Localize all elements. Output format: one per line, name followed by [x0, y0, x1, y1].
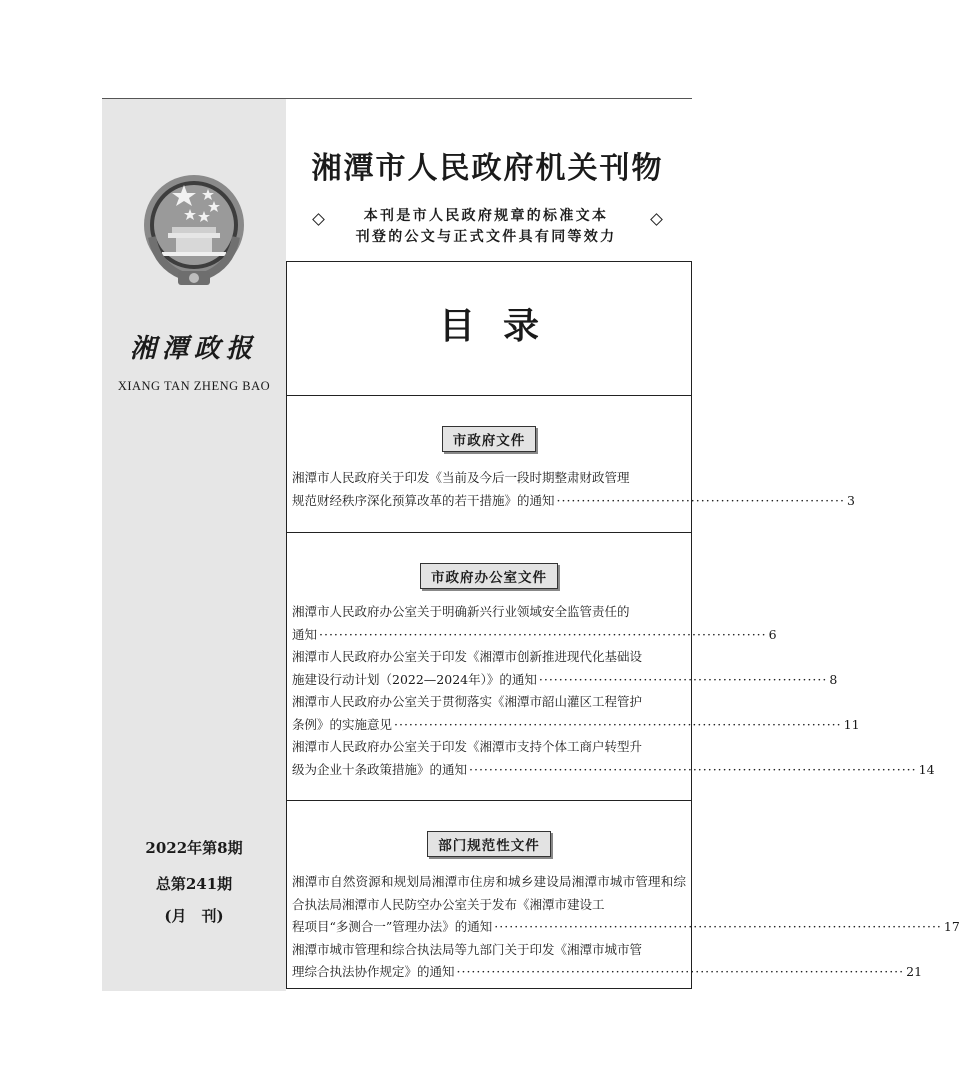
- section-entries: [292, 467, 855, 512]
- toc-entry[interactable]: 湘潭市人民政府办公室关于印发《湘潭市创新推进现代化基础设 施建设行动计划（2022—2024年）》的通知 ·························································· 8: [292, 646, 686, 691]
- national-emblem-icon: [138, 167, 250, 295]
- motto-line-2: 刊登的公文与正式文件具有同等效力: [355, 229, 617, 245]
- page-number: 17: [943, 919, 960, 934]
- page-number: 21: [906, 964, 923, 979]
- page-number: 3: [846, 492, 855, 508]
- section-department-normative-documents: [287, 801, 960, 990]
- table-of-contents: [286, 261, 960, 989]
- publication-frequency: (月 刊): [164, 907, 224, 925]
- section-label: 市政府文件: [287, 426, 691, 452]
- toc-entry[interactable]: 湘潭市人民政府关于印发《当前及今后一段时期整肃财政管理 规范财经秩序深化预算改革的若干措施》的通知 ·························································· 3: [292, 467, 686, 512]
- section-municipal-government-documents: [287, 396, 855, 533]
- page-number: 8: [829, 671, 838, 687]
- toc-title: 目录: [287, 262, 691, 396]
- toc-entry[interactable]: 湘潭市人民政府办公室关于印发《湘潭市支持个体工商户转型升 级为企业十条政策措施》的通知 ·························································································· 14: [292, 736, 686, 781]
- toc-entry[interactable]: 湘潭市人民政府办公室关于贯彻落实《湘潭市韶山灌区工程管护 条例》的实施意见 ·························································································· 11: [292, 691, 686, 736]
- masthead-title: 湘潭市人民政府机关刊物: [311, 151, 664, 186]
- motto: [306, 206, 666, 248]
- total-issue-number: 总第241期: [155, 875, 233, 893]
- section-entries: [292, 871, 960, 984]
- toc-entry[interactable]: 湘潭市人民政府办公室关于明确新兴行业领域安全监管责任的 通知 ·························································································· 6: [292, 601, 686, 646]
- page-number: 11: [843, 716, 860, 732]
- toc-entry[interactable]: 湘潭市城市管理和综合执法局等九部门关于印发《湘潭市城市管 理综合执法协作规定》的通知 ·························································································· 21: [292, 939, 686, 984]
- motto-line-1: 本刊是市人民政府规章的标准文本: [363, 208, 609, 224]
- page-number: 14: [918, 761, 935, 777]
- section-entries: [292, 601, 935, 781]
- section-municipal-office-documents: [287, 533, 935, 801]
- paper-pinyin: XIANG TAN ZHENG BAO: [117, 379, 271, 393]
- toc-entry[interactable]: 湘潭市自然资源和规划局湘潭市住房和城乡建设局湘潭市城市管理和综合执法局湘潭市人民防空办公室关于发布《湘潭市建设工 程项目“多测合一”管理办法》的通知 ·························································································· 17: [292, 871, 686, 939]
- issue-number: 2022年第8期: [145, 839, 243, 857]
- page-number: 6: [768, 626, 777, 642]
- section-label: 部门规范性文件: [287, 831, 691, 857]
- paper-name: 湘潭政报: [129, 334, 258, 364]
- section-label: 市政府办公室文件: [287, 563, 691, 589]
